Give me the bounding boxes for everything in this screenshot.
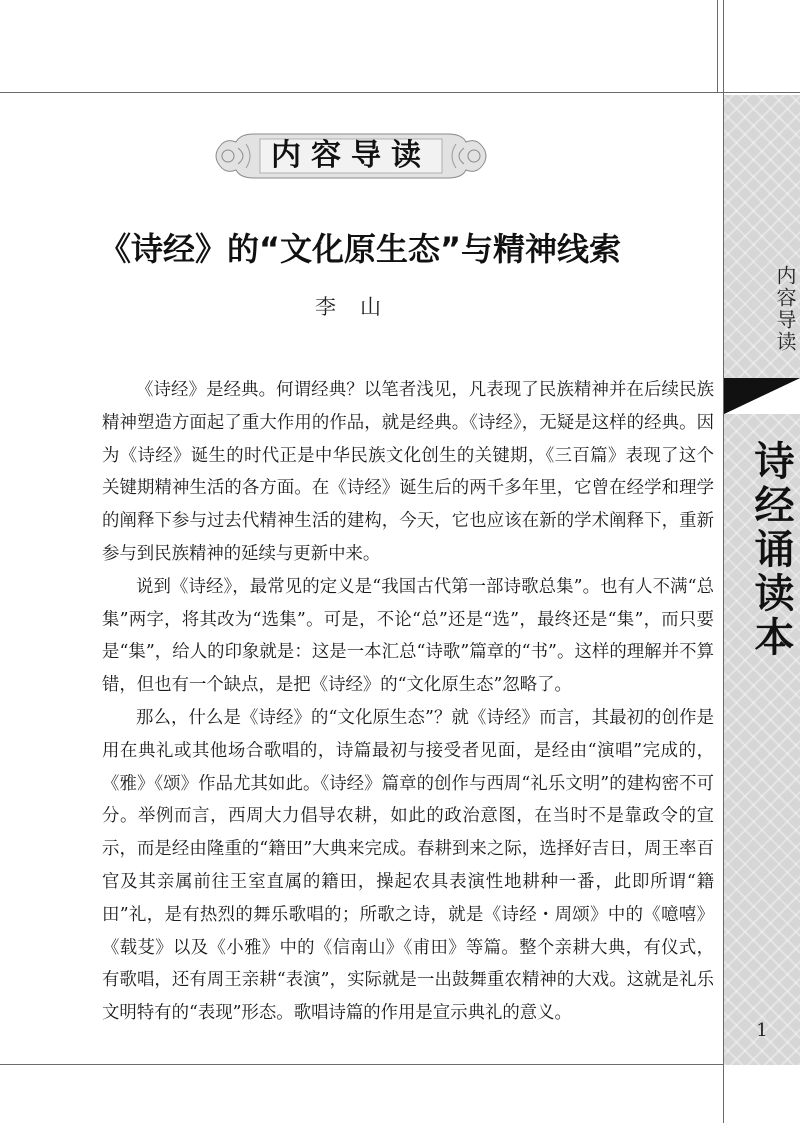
author: 李山 [315,295,405,319]
article-body [102,374,714,1030]
sidebar-black-band [724,378,800,414]
bottom-rule [0,1064,800,1065]
paragraph: 说到《诗经》，最常见的定义是“我国古代第一部诗歌总集”。也有人不满“总集”两字，将其改为“选集”。可是，不论“总”还是“选”，最终还是“集”，而只要是“集”，给人的印象就是：这是一本汇总“诗歌”篇章的“书”。这样的理解并不算错，但也有一个缺点，是把《诗经》的“文化原生态”忽略了。 [102,576,714,696]
top-rule [0,92,800,93]
paragraph: 《诗经》是经典。何谓经典？以笔者浅见，凡表现了民族精神并在后续民族精神塑造方面起了重大作用的作品，就是经典。《诗经》，无疑是这样的经典。因为《诗经》诞生的时代正是中华民族文化创生的关键期，《三百篇》表现了这个关键期精神生活的各方面。在《诗经》诞生后的两千多年里，它曾在经学和理学的阐释下参与过去代精神生活的建构，今天，它也应该在新的学术阐释下，重新参与到民族精神的延续与更新中来。 [102,380,714,564]
sidebar-section-label: 内容导读 [773,265,797,353]
article-title: 《诗经》的“文化原生态”与精神线索 [98,230,622,268]
sidebar-inner-rule [717,0,718,92]
page-number: 1 [756,1020,768,1041]
sidebar-book-title: 诗经诵读本 [748,440,794,660]
paragraph: 那么，什么是《诗经》的“文化原生态”？就《诗经》而言，其最初的创作是用在典礼或其他场合歌唱的，诗篇最初与接受者见面，是经由“演唱”完成的，《雅》《颂》作品尤其如此。《诗经》篇章的创作与西周“礼乐文明”的建构密不可分。举例而言，西周大力倡导农耕，如此的政治意图，在当时不是靠政令的宣示，而是经由隆重的“籍田”大典来完成。春耕到来之际，选择好吉日，周王率百官及其亲属前往王室直属的籍田，操起农具表演性地耕种一番，此即所谓“籍田”礼，是有热烈的舞乐歌唱的；所歌之诗，就是《诗经・周颂》中的《噫嘻》《载芟》以及《小雅》中的《信南山》《甫田》等篇。整个亲耕大典，有仪式，有歌唱，还有周王亲耕“表演”，实际就是一出鼓舞重农精神的大戏。这就是礼乐文明特有的“表现”形态。歌唱诗篇的作用是宣示典礼的意义。 [102,707,714,1024]
section-banner [210,128,492,184]
sidebar [724,95,800,1065]
banner-label: 内容导读 [271,138,431,173]
